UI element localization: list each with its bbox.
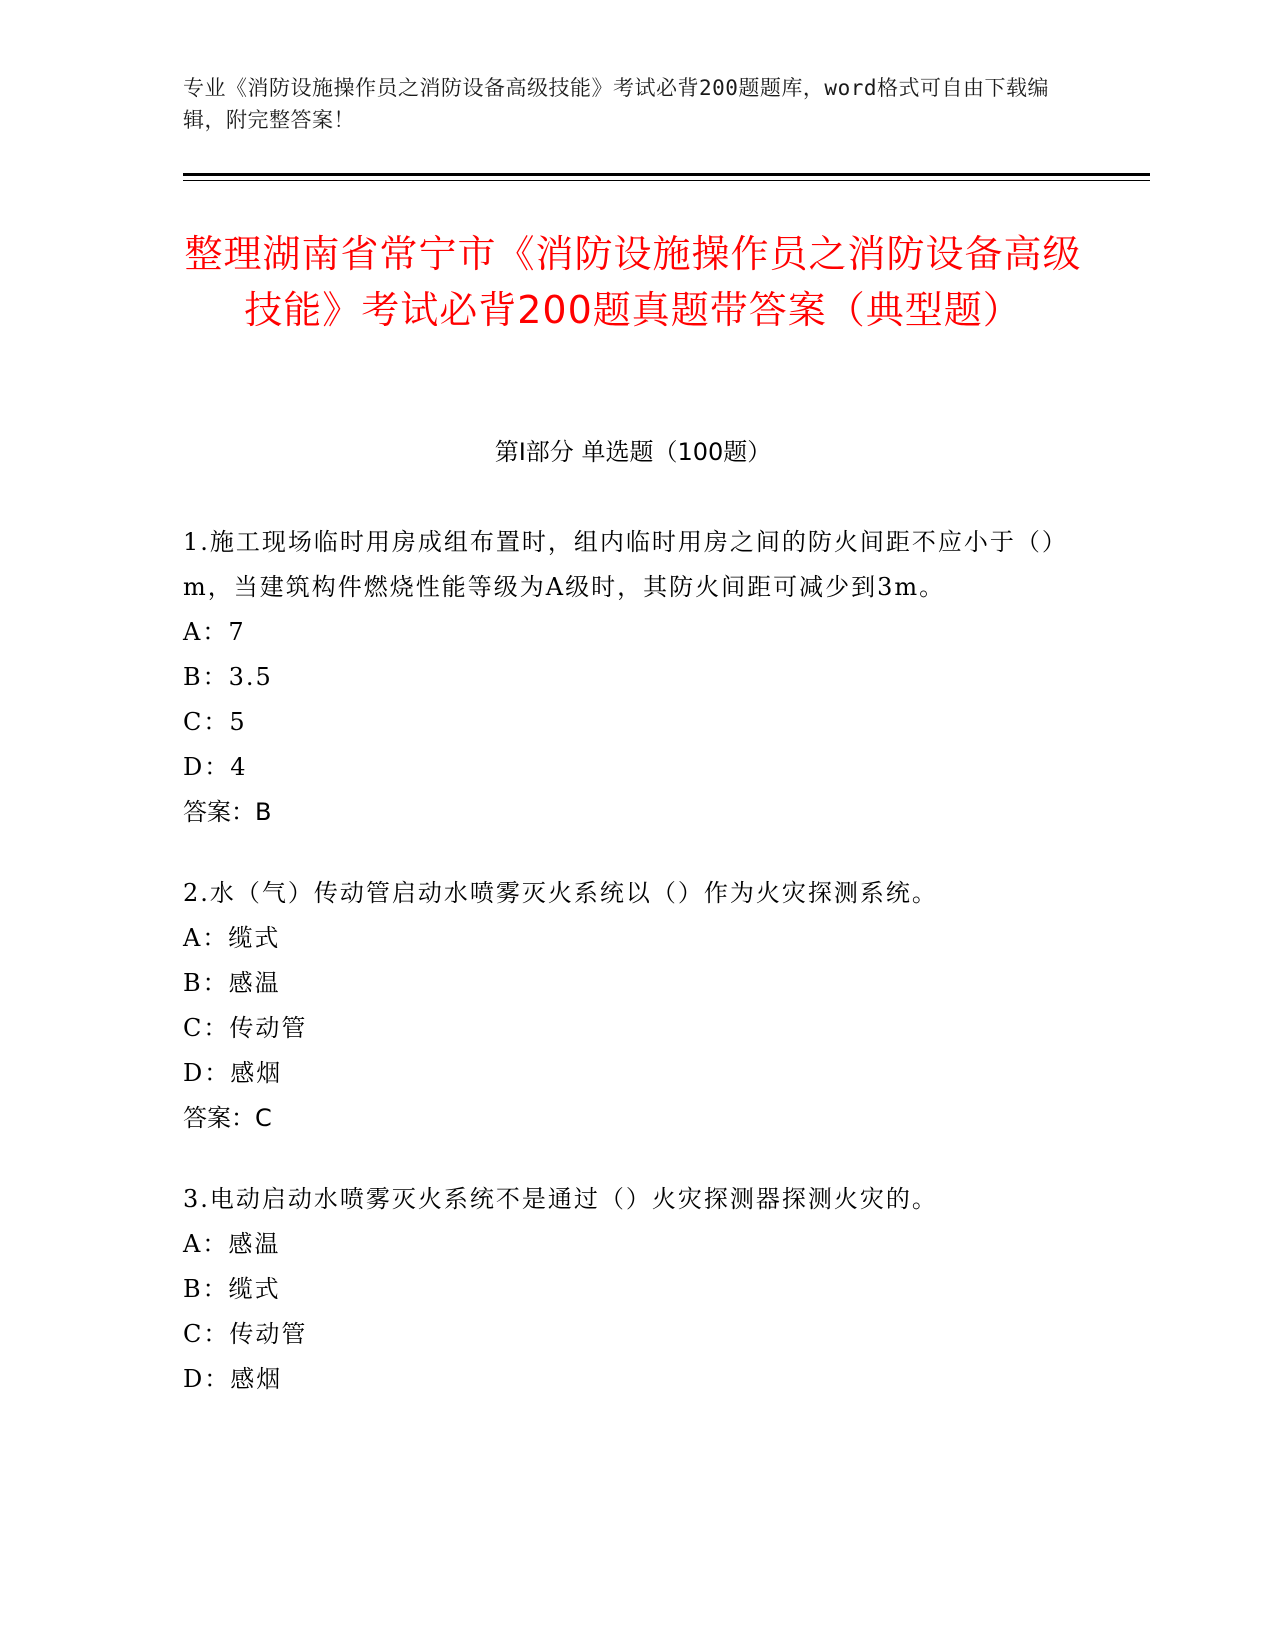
option-key: A： [183,618,229,646]
option-text: 缆式 [228,924,281,952]
option-text: 7 [228,618,246,646]
answer-line: 答案：B [183,798,272,826]
option-text: 传动管 [229,1014,308,1042]
option-text: 感烟 [230,1059,283,1087]
option-text: 4 [230,753,248,781]
option-d [183,1357,1063,1402]
question-3 [183,1177,1063,1402]
answer-line: 答案：C [183,1104,272,1132]
option-key: C： [183,1320,230,1348]
question-list [183,520,1063,1438]
option-b [183,961,1063,1006]
question-1 [183,520,1063,835]
header-note: 专业《消防设施操作员之消防设备高级技能》考试必背200题题库，word格式可自由下载编辑，附完整答案！ [183,76,1049,132]
option-c [183,1006,1063,1051]
option-b [183,1267,1063,1312]
document-title: 整理湖南省常宁市《消防设施操作员之消防设备高级技能》考试必背200题真题带答案（典型题） [184,232,1082,332]
option-text: 感温 [228,1230,281,1258]
option-key: A： [183,924,229,952]
option-text: 缆式 [228,1275,281,1303]
header-divider-thin [183,180,1150,181]
option-a [183,1222,1063,1267]
option-a [183,610,1063,655]
option-key: D： [183,753,231,781]
option-text: 感烟 [230,1365,283,1393]
option-text: 传动管 [229,1320,308,1348]
question-stem: 3.电动启动水喷雾灭火系统不是通过（）火灾探测器探测火灾的。 [183,1185,938,1213]
option-key: B： [183,1275,229,1303]
option-a [183,916,1063,961]
option-key: D： [183,1059,231,1087]
option-key: B： [183,969,229,997]
option-b [183,655,1063,700]
option-key: A： [183,1230,229,1258]
option-text: 5 [229,708,247,736]
option-d [183,745,1063,790]
option-key: D： [183,1365,231,1393]
option-text: 感温 [228,969,281,997]
option-key: B： [183,663,229,691]
option-c [183,1312,1063,1357]
question-stem: 2.水（气）传动管启动水喷雾灭火系统以（）作为火灾探测系统。 [183,879,938,907]
option-c [183,700,1063,745]
option-d [183,1051,1063,1096]
section-title: 第Ⅰ部分 单选题（100题） [494,438,772,466]
option-key: C： [183,1014,230,1042]
option-key: C： [183,708,230,736]
question-stem: 1.施工现场临时用房成组布置时，组内临时用房之间的防火间距不应小于（）m，当建筑构件燃烧性能等级为A级时，其防火间距可减少到3m。 [183,528,1056,601]
question-2 [183,871,1063,1141]
header-divider-thick [183,173,1150,176]
option-text: 3.5 [228,663,273,691]
